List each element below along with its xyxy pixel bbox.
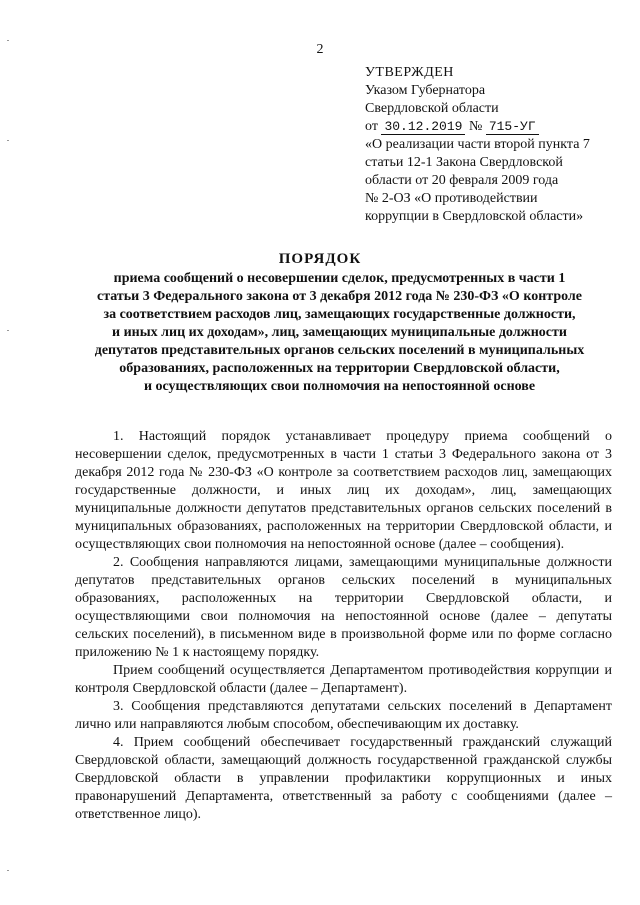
scan-margin-mark	[7, 330, 9, 331]
paragraph-4: 4. Прием сообщений обеспечивает государственный гражданский служащий Свердловской области, замещающий должность государственной гражданской службы Свердловской области в управлении профилактики коррупционных и иных правонарушений Департамента, ответственный за работу с сообщениями (далее – ответственное лицо).	[75, 735, 612, 822]
paragraph-3: 3. Сообщения представляются депутатами сельских поселений в Департамент лично или направляются любым способом, обеспечивающим их доставку.	[75, 699, 612, 732]
paragraph-1: 1. Настоящий порядок устанавливает процедуру приема сообщений о несовершении сделок, предусмотренных в части 1 статьи 3 Федерального закона от 3 декабря 2012 года № 230-ФЗ «О контроле за соответствием расходов лиц, замещающих государственные должности, и иных лиц их доходам», лиц, замещающих муниципальные должности депутатов представительных органов сельских поселений в муниципальных образованиях, расположенных на территории Свердловской области, и осуществляющих свои полномочия на непостоянной основе (далее – сообщения).	[75, 429, 612, 552]
document-title: ПОРЯДОК	[278, 251, 362, 267]
scan-margin-mark	[7, 870, 9, 871]
approval-reference-line: статьи 12-1 Закона Свердловской	[365, 155, 563, 170]
scan-margin-mark	[7, 140, 9, 141]
scan-margin-mark	[7, 40, 9, 41]
from-label: от	[365, 119, 378, 134]
document-subtitle	[62, 270, 617, 396]
approval-reference-line: коррупции в Свердловской области»	[365, 209, 584, 224]
approval-number: 715-УГ	[486, 119, 539, 135]
subtitle-line: и осуществляющих свои полномочия на непостоянной основе	[143, 379, 536, 394]
approval-reference-line: № 2-ОЗ «О противодействии	[365, 191, 538, 206]
paragraph-2: 2. Сообщения направляются лицами, замещающими муниципальные должности депутатов представительных органов сельских поселений в муниципальных образованиях, расположенных на территории Свердловской области, и осуществляющими свои полномочия на непостоянной основе (далее – депутаты сельских поселений), в письменном виде в произвольной форме или по форме согласно приложению № 1 к настоящему порядку.	[75, 555, 612, 660]
subtitle-line: приема сообщений о несовершении сделок, предусмотренных в части 1	[113, 271, 566, 286]
approval-heading: УТВЕРЖДЕН	[365, 65, 454, 80]
approval-reference-line: «О реализации части второй пункта 7	[365, 137, 590, 152]
subtitle-line: и иных лиц их доходам», лиц, замещающих муниципальные должности	[112, 325, 567, 340]
approval-block	[365, 64, 630, 226]
approval-date-number-line	[365, 118, 630, 136]
subtitle-line: образованиях, расположенных на территории Свердловской области,	[119, 361, 560, 376]
page-number: 2	[316, 42, 324, 57]
approval-reference-line: области от 20 февраля 2009 года	[365, 173, 559, 188]
approval-date: 30.12.2019	[381, 119, 465, 135]
number-label: №	[468, 119, 483, 134]
subtitle-line: за соответствием расходов лиц, замещающих государственные должности,	[103, 307, 576, 322]
subtitle-line: депутатов представительных органов сельских поселений в муниципальных	[94, 343, 585, 358]
approval-line: Свердловской области	[365, 101, 499, 116]
paragraph-2-continued: Прием сообщений осуществляется Департаментом противодействия коррупции и контроля Свердловской области (далее – Департамент).	[75, 663, 612, 696]
approval-line: Указом Губернатора	[365, 83, 486, 98]
subtitle-line: статьи 3 Федерального закона от 3 декабря 2012 года № 230-ФЗ «О контроле	[96, 289, 582, 304]
document-body	[75, 428, 612, 824]
